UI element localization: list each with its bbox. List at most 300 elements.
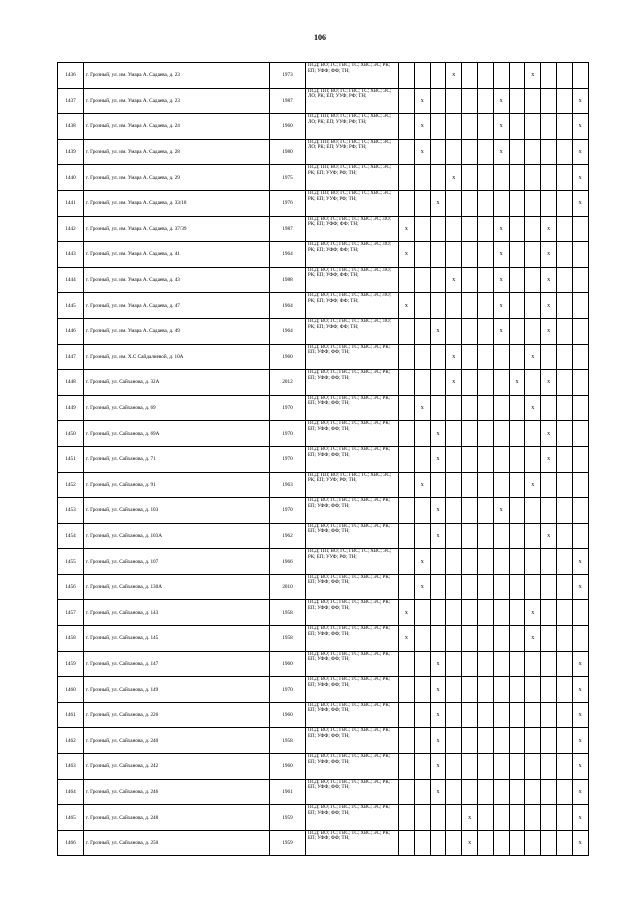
period-mark-cell — [414, 523, 430, 549]
address-cell: г. Грозный, ул. им. Умара А. Садаева, д. 43 — [84, 267, 270, 293]
period-mark-cell: x — [414, 574, 430, 600]
period-mark-cell — [509, 677, 525, 703]
period-mark-cell — [556, 114, 572, 140]
period-mark-cell — [462, 626, 478, 652]
address-cell: г. Грозный, ул. Сайханова, д. 250 — [84, 830, 270, 856]
table-row — [58, 754, 589, 780]
period-mark-cell — [430, 370, 446, 396]
registry-body — [58, 63, 589, 856]
period-mark-cell — [430, 472, 446, 498]
address-cell: г. Грозный, ул. Сайханова, д. 242 — [84, 754, 270, 780]
period-mark-cell: x — [541, 242, 557, 268]
period-mark-cell: x — [399, 242, 415, 268]
period-mark-cell — [462, 498, 478, 524]
table-row — [58, 165, 589, 191]
work-types-cell: ПСД; ПП; ВО; ГС; ГВС; ТС; ХВС; ЭС; ЛО; РК; ЕП; УУФ; РФ; ТН; — [306, 114, 399, 140]
period-mark-cell — [462, 600, 478, 626]
period-mark-cell — [414, 600, 430, 626]
period-mark-cell: x — [525, 600, 541, 626]
period-mark-cell — [556, 549, 572, 575]
period-mark-cell — [525, 677, 541, 703]
period-mark-cell — [399, 498, 415, 524]
period-mark-cell: x — [493, 293, 509, 319]
period-mark-cell: x — [572, 549, 588, 575]
period-mark-cell — [509, 190, 525, 216]
period-mark-cell: x — [572, 114, 588, 140]
period-mark-cell — [509, 344, 525, 370]
period-mark-cell — [509, 600, 525, 626]
period-mark-cell — [493, 190, 509, 216]
address-cell: г. Грозный, ул. Сайханова, д. 226 — [84, 702, 270, 728]
period-mark-cell — [430, 549, 446, 575]
period-mark-cell — [462, 651, 478, 677]
year-built-cell: 1970 — [270, 446, 306, 472]
period-mark-cell — [399, 190, 415, 216]
table-row — [58, 523, 589, 549]
period-mark-cell: x — [430, 523, 446, 549]
period-mark-cell: x — [572, 139, 588, 165]
row-number-cell: 1436 — [58, 63, 84, 89]
period-mark-cell: x — [493, 267, 509, 293]
period-mark-cell — [430, 293, 446, 319]
row-number-cell: 1441 — [58, 190, 84, 216]
period-mark-cell — [414, 190, 430, 216]
period-mark-cell — [541, 344, 557, 370]
year-built-cell: 2010 — [270, 574, 306, 600]
period-mark-cell — [399, 344, 415, 370]
period-mark-cell — [462, 677, 478, 703]
period-mark-cell — [399, 651, 415, 677]
period-mark-cell: x — [399, 600, 415, 626]
address-cell: г. Грозный, ул. Сайханова, д. 246 — [84, 779, 270, 805]
period-mark-cell — [414, 63, 430, 89]
period-mark-cell — [446, 395, 462, 421]
work-types-cell: ПСД; ВО; ГС; ГВС; ТС; ХВС; ЭС; РК; ЕП; УФФ; ФФ; ТН; — [306, 779, 399, 805]
period-mark-cell — [509, 728, 525, 754]
row-number-cell: 1459 — [58, 651, 84, 677]
period-mark-cell — [414, 498, 430, 524]
period-mark-cell: x — [572, 702, 588, 728]
period-mark-cell — [462, 344, 478, 370]
period-mark-cell — [462, 165, 478, 191]
period-mark-cell — [556, 779, 572, 805]
address-cell: г. Грозный, ул. им. Умара А. Садаева, д. 28 — [84, 139, 270, 165]
period-mark-cell — [541, 830, 557, 856]
period-mark-cell — [525, 114, 541, 140]
work-types-cell: ПСД; ВО; ГС; ГВС; ТС; ХВС; ЭС; РК; ЕП; УФФ; ФФ; ТН; — [306, 523, 399, 549]
period-mark-cell — [399, 318, 415, 344]
period-mark-cell — [541, 702, 557, 728]
year-built-cell: 1970 — [270, 677, 306, 703]
table-row — [58, 395, 589, 421]
work-types-cell: ПСД; ВО; ГС; ГВС; ТС; ХВС; ЭС; РК; ЕП; УФФ; ФФ; ТН; — [306, 830, 399, 856]
period-mark-cell — [462, 293, 478, 319]
period-mark-cell — [414, 318, 430, 344]
period-mark-cell — [509, 574, 525, 600]
period-mark-cell: x — [572, 88, 588, 114]
period-mark-cell: x — [493, 242, 509, 268]
row-number-cell: 1464 — [58, 779, 84, 805]
address-cell: г. Грозный, ул. Сайханова, д. 130А — [84, 574, 270, 600]
period-mark-cell — [477, 114, 493, 140]
period-mark-cell — [399, 677, 415, 703]
table-row — [58, 344, 589, 370]
period-mark-cell — [446, 421, 462, 447]
period-mark-cell: x — [446, 267, 462, 293]
period-mark-cell — [556, 370, 572, 396]
page-number: 106 — [314, 33, 326, 42]
address-cell: г. Грозный, ул. Сайханова, д. 147 — [84, 651, 270, 677]
period-mark-cell — [525, 190, 541, 216]
period-mark-cell — [477, 139, 493, 165]
period-mark-cell — [462, 395, 478, 421]
period-mark-cell — [525, 139, 541, 165]
period-mark-cell — [572, 63, 588, 89]
period-mark-cell: x — [414, 114, 430, 140]
row-number-cell: 1445 — [58, 293, 84, 319]
period-mark-cell — [493, 370, 509, 396]
table-row — [58, 779, 589, 805]
work-types-cell: ПСД; ВО; ГС; ГВС; ТС; ХВС; ЭС; РК; ЕП; УФФ; ФФ; ТН; — [306, 600, 399, 626]
period-mark-cell — [525, 216, 541, 242]
period-mark-cell — [509, 88, 525, 114]
table-row — [58, 267, 589, 293]
period-mark-cell — [509, 805, 525, 831]
work-types-cell: ПСД; ВО; ГС; ГВС; ТС; ХВС; ЭС; ЛО; РК; ЕП; УФФ; ФФ; ТН; — [306, 242, 399, 268]
work-types-cell: ПСД; ПП; ВО; ГС; ГВС; ТС; ХВС; ЭС; РК; ЕП; УУФ; РФ; ТН; — [306, 190, 399, 216]
table-row — [58, 702, 589, 728]
period-mark-cell — [556, 88, 572, 114]
period-mark-cell — [446, 293, 462, 319]
period-mark-cell — [446, 549, 462, 575]
period-mark-cell — [572, 395, 588, 421]
period-mark-cell — [493, 446, 509, 472]
period-mark-cell — [509, 318, 525, 344]
period-mark-cell: x — [541, 421, 557, 447]
period-mark-cell — [414, 242, 430, 268]
period-mark-cell — [462, 728, 478, 754]
period-mark-cell — [446, 216, 462, 242]
period-mark-cell — [556, 63, 572, 89]
period-mark-cell: x — [541, 318, 557, 344]
period-mark-cell — [541, 626, 557, 652]
period-mark-cell — [446, 728, 462, 754]
period-mark-cell — [477, 805, 493, 831]
address-cell: г. Грозный, ул. им. Умара А. Садаева, д. 37/39 — [84, 216, 270, 242]
housing-registry-table — [57, 62, 589, 856]
period-mark-cell — [556, 446, 572, 472]
table-row — [58, 139, 589, 165]
period-mark-cell — [493, 728, 509, 754]
period-mark-cell: x — [525, 395, 541, 421]
address-cell: г. Грозный, ул. Сайханова, д. 149 — [84, 677, 270, 703]
period-mark-cell — [541, 472, 557, 498]
period-mark-cell — [414, 421, 430, 447]
period-mark-cell — [430, 395, 446, 421]
period-mark-cell: x — [430, 318, 446, 344]
period-mark-cell — [509, 549, 525, 575]
table-row — [58, 421, 589, 447]
year-built-cell: 1988 — [270, 267, 306, 293]
period-mark-cell — [509, 293, 525, 319]
period-mark-cell — [446, 190, 462, 216]
period-mark-cell — [509, 779, 525, 805]
period-mark-cell: x — [572, 190, 588, 216]
year-built-cell: 1987 — [270, 88, 306, 114]
period-mark-cell — [477, 216, 493, 242]
work-types-cell: ПСД; ВО; ГС; ГВС; ТС; ХВС; ЭС; РК; ЕП; УФФ; ФФ; ТН; — [306, 626, 399, 652]
period-mark-cell — [556, 242, 572, 268]
period-mark-cell — [477, 63, 493, 89]
period-mark-cell — [477, 370, 493, 396]
period-mark-cell — [446, 88, 462, 114]
period-mark-cell — [525, 754, 541, 780]
work-types-cell: ПСД; ВО; ГС; ГВС; ТС; ХВС; ЭС; РК; ЕП; УФФ; ФФ; ТН; — [306, 498, 399, 524]
period-mark-cell — [493, 344, 509, 370]
period-mark-cell — [572, 523, 588, 549]
year-built-cell: 1961 — [270, 779, 306, 805]
period-mark-cell — [462, 139, 478, 165]
period-mark-cell — [477, 677, 493, 703]
period-mark-cell — [525, 165, 541, 191]
period-mark-cell — [477, 293, 493, 319]
period-mark-cell — [477, 754, 493, 780]
period-mark-cell: x — [430, 779, 446, 805]
period-mark-cell — [525, 267, 541, 293]
period-mark-cell — [477, 344, 493, 370]
table-row — [58, 318, 589, 344]
period-mark-cell — [556, 728, 572, 754]
period-mark-cell — [525, 318, 541, 344]
period-mark-cell: x — [414, 139, 430, 165]
table-row — [58, 472, 589, 498]
period-mark-cell — [477, 626, 493, 652]
period-mark-cell — [541, 754, 557, 780]
work-types-cell: ПСД; ВО; ГС; ГВС; ТС; ХВС; ЭС; РК; ЕП; УФФ; ФФ; ТН; — [306, 574, 399, 600]
period-mark-cell — [556, 344, 572, 370]
period-mark-cell — [399, 830, 415, 856]
period-mark-cell — [572, 498, 588, 524]
period-mark-cell — [462, 63, 478, 89]
period-mark-cell — [572, 626, 588, 652]
work-types-cell: ПСД; ВО; ГС; ГВС; ТС; ХВС; ЭС; РК; ЕП; УФФ; ФФ; ТН; — [306, 446, 399, 472]
row-number-cell: 1437 — [58, 88, 84, 114]
row-number-cell: 1447 — [58, 344, 84, 370]
row-number-cell: 1457 — [58, 600, 84, 626]
period-mark-cell — [509, 165, 525, 191]
address-cell: г. Грозный, ул. им. Умара А. Садаева, д. 47 — [84, 293, 270, 319]
period-mark-cell — [446, 754, 462, 780]
period-mark-cell — [477, 702, 493, 728]
period-mark-cell — [399, 754, 415, 780]
period-mark-cell — [572, 318, 588, 344]
period-mark-cell — [446, 498, 462, 524]
period-mark-cell — [556, 805, 572, 831]
period-mark-cell: x — [493, 498, 509, 524]
period-mark-cell — [556, 165, 572, 191]
period-mark-cell — [399, 114, 415, 140]
period-mark-cell — [430, 88, 446, 114]
period-mark-cell — [414, 779, 430, 805]
period-mark-cell — [525, 523, 541, 549]
period-mark-cell: x — [572, 754, 588, 780]
row-number-cell: 1444 — [58, 267, 84, 293]
period-mark-cell — [493, 63, 509, 89]
period-mark-cell — [556, 677, 572, 703]
period-mark-cell: x — [462, 830, 478, 856]
period-mark-cell — [541, 88, 557, 114]
year-built-cell: 1973 — [270, 63, 306, 89]
period-mark-cell — [399, 139, 415, 165]
period-mark-cell: x — [446, 370, 462, 396]
table-row — [58, 677, 589, 703]
period-mark-cell — [446, 677, 462, 703]
period-mark-cell: x — [493, 318, 509, 344]
address-cell: г. Грозный, ул. им. Умара А. Садаева, д. 23 — [84, 88, 270, 114]
row-number-cell: 1439 — [58, 139, 84, 165]
period-mark-cell — [462, 88, 478, 114]
period-mark-cell — [446, 574, 462, 600]
period-mark-cell — [509, 114, 525, 140]
period-mark-cell: x — [572, 165, 588, 191]
table-row — [58, 370, 589, 396]
period-mark-cell: x — [430, 728, 446, 754]
period-mark-cell — [493, 165, 509, 191]
period-mark-cell — [446, 600, 462, 626]
address-cell: г. Грозный, ул. им. Умара А. Садаева, д. 49 — [84, 318, 270, 344]
period-mark-cell: x — [572, 805, 588, 831]
period-mark-cell — [541, 677, 557, 703]
period-mark-cell — [572, 267, 588, 293]
year-built-cell: 1960 — [270, 702, 306, 728]
period-mark-cell — [399, 472, 415, 498]
period-mark-cell: x — [430, 702, 446, 728]
period-mark-cell — [430, 165, 446, 191]
address-cell: г. Грозный, ул. Сайханова, д. 145 — [84, 626, 270, 652]
table-row — [58, 63, 589, 89]
address-cell: г. Грозный, ул. им. Умара А. Садаева, д. 33/18 — [84, 190, 270, 216]
period-mark-cell — [556, 574, 572, 600]
period-mark-cell — [541, 498, 557, 524]
period-mark-cell: x — [430, 190, 446, 216]
period-mark-cell — [462, 190, 478, 216]
work-types-cell: ПСД; ВО; ГС; ГВС; ТС; ХВС; ЭС; РК; ЕП; УФФ; ФФ; ТН; — [306, 805, 399, 831]
period-mark-cell — [462, 267, 478, 293]
period-mark-cell: x — [572, 651, 588, 677]
period-mark-cell — [541, 139, 557, 165]
period-mark-cell: x — [493, 139, 509, 165]
row-number-cell: 1450 — [58, 421, 84, 447]
period-mark-cell — [509, 446, 525, 472]
period-mark-cell — [556, 702, 572, 728]
period-mark-cell — [446, 702, 462, 728]
period-mark-cell — [509, 702, 525, 728]
period-mark-cell — [493, 549, 509, 575]
table-row — [58, 728, 589, 754]
table-row — [58, 574, 589, 600]
address-cell: г. Грозный, ул. Сайханова, д. 32А — [84, 370, 270, 396]
row-number-cell: 1442 — [58, 216, 84, 242]
period-mark-cell — [399, 574, 415, 600]
address-cell: г. Грозный, ул. им. Умара А. Садаева, д. 24 — [84, 114, 270, 140]
period-mark-cell — [556, 139, 572, 165]
work-types-cell: ПСД; ВО; ГС; ГВС; ТС; ХВС; ЭС; ЛО; РК; ЕП; УФФ; ФФ; ТН; — [306, 293, 399, 319]
period-mark-cell — [477, 472, 493, 498]
period-mark-cell — [556, 754, 572, 780]
table-row — [58, 216, 589, 242]
period-mark-cell — [525, 549, 541, 575]
period-mark-cell — [446, 805, 462, 831]
row-number-cell: 1438 — [58, 114, 84, 140]
address-cell: г. Грозный, ул. Сайханова, д. 143 — [84, 600, 270, 626]
period-mark-cell — [446, 242, 462, 268]
period-mark-cell — [572, 344, 588, 370]
period-mark-cell — [399, 88, 415, 114]
period-mark-cell: x — [572, 830, 588, 856]
period-mark-cell — [493, 651, 509, 677]
period-mark-cell: x — [493, 216, 509, 242]
row-number-cell: 1443 — [58, 242, 84, 268]
address-cell: г. Грозный, ул. им. Умара А. Садаева, д. 29 — [84, 165, 270, 191]
period-mark-cell — [477, 267, 493, 293]
row-number-cell: 1453 — [58, 498, 84, 524]
period-mark-cell — [493, 754, 509, 780]
period-mark-cell — [541, 574, 557, 600]
period-mark-cell: x — [399, 216, 415, 242]
table-row — [58, 651, 589, 677]
address-cell: г. Грозный, ул. Сайханова, д. 69 — [84, 395, 270, 421]
period-mark-cell — [414, 165, 430, 191]
row-number-cell: 1458 — [58, 626, 84, 652]
period-mark-cell — [430, 626, 446, 652]
address-cell: г. Грозный, ул. Сайханова, д. 240 — [84, 728, 270, 754]
period-mark-cell — [462, 421, 478, 447]
period-mark-cell — [556, 395, 572, 421]
period-mark-cell — [541, 728, 557, 754]
year-built-cell: 1980 — [270, 139, 306, 165]
address-cell: г. Грозный, ул. Сайханова, д. 107 — [84, 549, 270, 575]
period-mark-cell — [525, 446, 541, 472]
period-mark-cell — [414, 344, 430, 370]
period-mark-cell: x — [572, 779, 588, 805]
period-mark-cell — [572, 293, 588, 319]
year-built-cell: 1987 — [270, 216, 306, 242]
period-mark-cell — [446, 523, 462, 549]
period-mark-cell: x — [572, 677, 588, 703]
period-mark-cell: x — [541, 523, 557, 549]
row-number-cell: 1460 — [58, 677, 84, 703]
period-mark-cell: x — [430, 651, 446, 677]
period-mark-cell: x — [572, 574, 588, 600]
period-mark-cell — [430, 114, 446, 140]
year-built-cell: 1958 — [270, 728, 306, 754]
period-mark-cell — [477, 318, 493, 344]
row-number-cell: 1456 — [58, 574, 84, 600]
period-mark-cell — [414, 293, 430, 319]
year-built-cell: 1970 — [270, 395, 306, 421]
period-mark-cell — [477, 498, 493, 524]
period-mark-cell — [430, 805, 446, 831]
work-types-cell: ПСД; ПП; ВО; ГС; ГВС; ТС; ХВС; ЭС; ЛО; РК; ЕП; УУФ; РФ; ТН; — [306, 139, 399, 165]
period-mark-cell — [572, 421, 588, 447]
period-mark-cell — [477, 523, 493, 549]
table-row — [58, 830, 589, 856]
period-mark-cell — [556, 651, 572, 677]
year-built-cell: 1964 — [270, 293, 306, 319]
work-types-cell: ПСД; ВО; ГС; ГВС; ТС; ХВС; ЭС; РК; ЕП; УФФ; ФФ; ТН; — [306, 421, 399, 447]
period-mark-cell — [556, 523, 572, 549]
period-mark-cell — [541, 63, 557, 89]
